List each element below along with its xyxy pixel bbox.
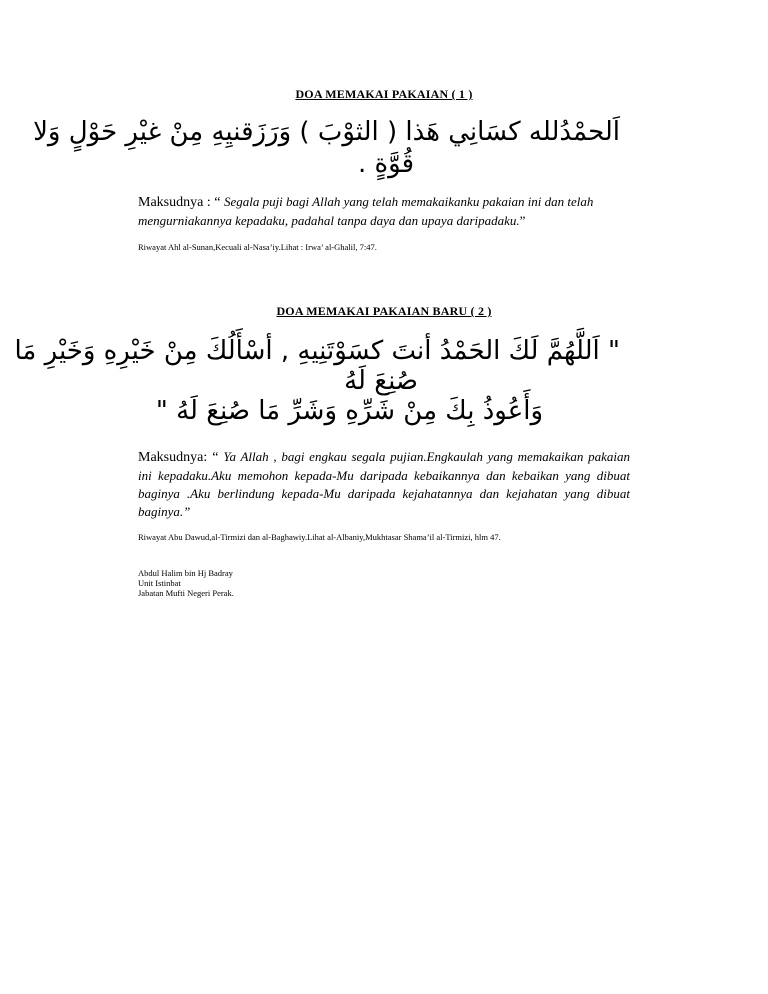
section2-meaning [138,448,630,521]
section1-meaning-close: ” [519,213,526,228]
section2-title: DOA MEMAKAI PAKAIAN BARU ( 2 ) [276,304,492,318]
section2-arabic-line1: " اَللَّهُمَّ لَكَ الحَمْدُ أنتَ كسَوْتَنِيهِ , أسْأَلُكَ مِنْ خَيْرِهِ وَخَيْرِ مَا [14,336,620,366]
author-footer [138,568,234,598]
section2-meaning-label: Maksudnya: “ [138,450,224,465]
section1-title: DOA MEMAKAI PAKAIAN ( 1 ) [295,87,473,101]
section1-reference: Riwayat Ahl al-Sunan,Kecuali al-Nasa’iy.Lihat : Irwa’ al-Ghalil, 7:47. [138,242,377,252]
section2-meaning-text: Ya Allah , bagi engkau segala pujian.Engkaulah yang memakaikan pakaian ini kepadaku.Aku memohon kepada-Mu daripada kebaikannya dan kebaikan yang dibuat baginya .Aku berlindung kepada-Mu daripada kejahatannya dan kejahatan yang dibuat baginya.” [138,449,630,519]
section2-reference: Riwayat Abu Dawud,al-Tirmizi dan al-Baghawiy.Lihat al-Albaniy,Mukhtasar Shama’il al-Tirmizi, hlm 47. [138,532,501,542]
author-unit: Unit Istinbat [138,578,181,588]
section1-arabic-line1: اَلحمْدُلله كسَانِي هَذا ( الثوْبَ ) وَرَزَقنيِهِ مِنْ غيْرِ حَوْلٍ وَلا [33,117,620,147]
author-name: Abdul Halim bin Hj Badray [138,568,233,578]
section1-meaning [138,193,630,230]
author-department: Jabatan Mufti Negeri Perak. [138,588,234,598]
section2-arabic-line2: صُنِعَ لَهُ [344,366,418,396]
section1-meaning-label: Maksudnya : “ [138,195,224,210]
section1-arabic-line2: قُوَّةٍ . [357,149,414,179]
section2-arabic-line3: وَأَعُوذُ بِكَ مِنْ شَرِّهِ وَشَرِّ مَا صُنِعَ لَهُ " [155,396,543,426]
section1-meaning-text: Segala puji bagi Allah yang telah memakaikanku pakaian ini dan telah mengurniakannya kepadaku, padahal tanpa daya dan upaya daripadaku. [138,194,594,228]
